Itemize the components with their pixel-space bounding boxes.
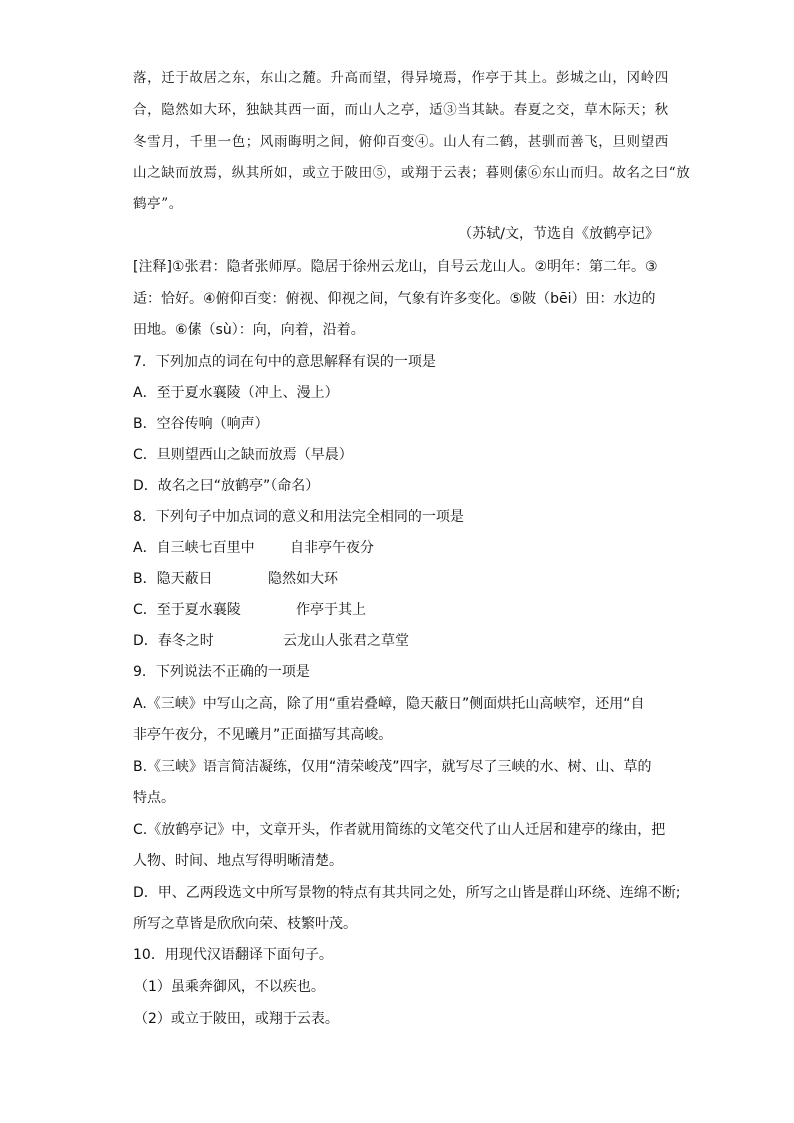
option-b-left: B．隐天蔽日 — [133, 571, 213, 587]
option-a-line: 非亭午夜分，不见曦月”正面描写其高峻。 — [133, 727, 393, 743]
option-d-line: 所写之草皆是欣欣向荣、枝繁叶茂。 — [133, 916, 357, 932]
question-stem: 10．用现代汉语翻译下面句子。 — [133, 947, 333, 963]
passage-line: 山之缺而放焉，纵其所如，或立于陂田⑤，或翔于云表；暮则傃⑥东山而归。故名之曰“放 — [133, 165, 691, 181]
option-c: C．旦则望西山之缺而放焉（早晨） — [133, 447, 353, 463]
translation-item-2: （2）或立于陂田，或翔于云表。 — [134, 1011, 339, 1027]
option-c-line: C.《放鹤亭记》中，文章开头，作者就用简练的文笔交代了山人迁居和建亭的缘由，把 — [133, 822, 666, 838]
option-b: B．空谷传响（响声） — [133, 416, 269, 432]
question-stem: 9．下列说法不正确的一项是 — [133, 664, 310, 680]
source-attribution: （苏轼/文，节选自《放鹤亭记》 — [458, 226, 659, 242]
passage-line: 冬雪月，千里一色；风雨晦明之间，俯仰百变④。山人有二鹤，甚驯而善飞，旦则望西 — [133, 134, 669, 150]
option-a-line: A.《三峡》中写山之高，除了用“重岩叠嶂，隐天蔽日”侧面烘托山高峡窄，还用“自 — [133, 696, 645, 712]
option-c-line: 人物、时间、地点写得明晰清楚。 — [133, 853, 343, 869]
option-a-right: 自非亭午夜分 — [290, 540, 374, 556]
option-a-left: A．自三峡七百里中 — [133, 540, 255, 556]
option-c-right: 作亭于其上 — [296, 602, 366, 618]
note-line: [注释]①张君：隐者张师厚。隐居于徐州云龙山，自号云龙山人。②明年：第二年。③ — [133, 259, 658, 275]
option-d-line: D．甲、乙两段选文中所写景物的特点有其共同之处，所写之山皆是群山环绕、连绵不断; — [133, 885, 681, 901]
option-d: D．故名之曰“放鹤亭”（命名） — [133, 478, 320, 494]
passage-line: 落，迁于故居之东，东山之麓。升高而望，得异境焉，作亭于其上。彭城之山，冈岭四 — [133, 70, 669, 86]
question-stem: 8．下列句子中加点词的意义和用法完全相同的一项是 — [133, 509, 464, 525]
option-c-left: C．至于夏水襄陵 — [133, 602, 241, 618]
question-stem: 7．下列加点的词在句中的意思解释有误的一项是 — [133, 354, 436, 370]
option-d-left: D．春冬之时 — [133, 633, 214, 649]
option-b-right: 隐然如大环 — [268, 571, 338, 587]
option-a: A．至于夏水襄陵（冲上、漫上） — [133, 385, 339, 401]
note-line: 适：恰好。④俯仰百变：俯视、仰视之间，气象有许多变化。⑤陂（bēi）田：水边的 — [133, 291, 656, 307]
passage-line: 鹤亭”。 — [133, 196, 183, 212]
passage-line: 合，隐然如大环，独缺其西一面，而山人之亭，适③当其缺。春夏之交，草木际天；秋 — [133, 102, 669, 118]
translation-item-1: （1）虽乘奔御风，不以疾也。 — [134, 979, 325, 995]
option-b-line: B.《三峡》语言简洁凝练，仅用“清荣峻茂”四字，就写尽了三峡的水、树、山、草的 — [133, 759, 652, 775]
note-line: 田地。⑥傃（sù）：向，向着，沿着。 — [133, 322, 365, 338]
option-d-right: 云龙山人张君之草堂 — [283, 633, 409, 649]
option-b-line: 特点。 — [133, 790, 175, 806]
